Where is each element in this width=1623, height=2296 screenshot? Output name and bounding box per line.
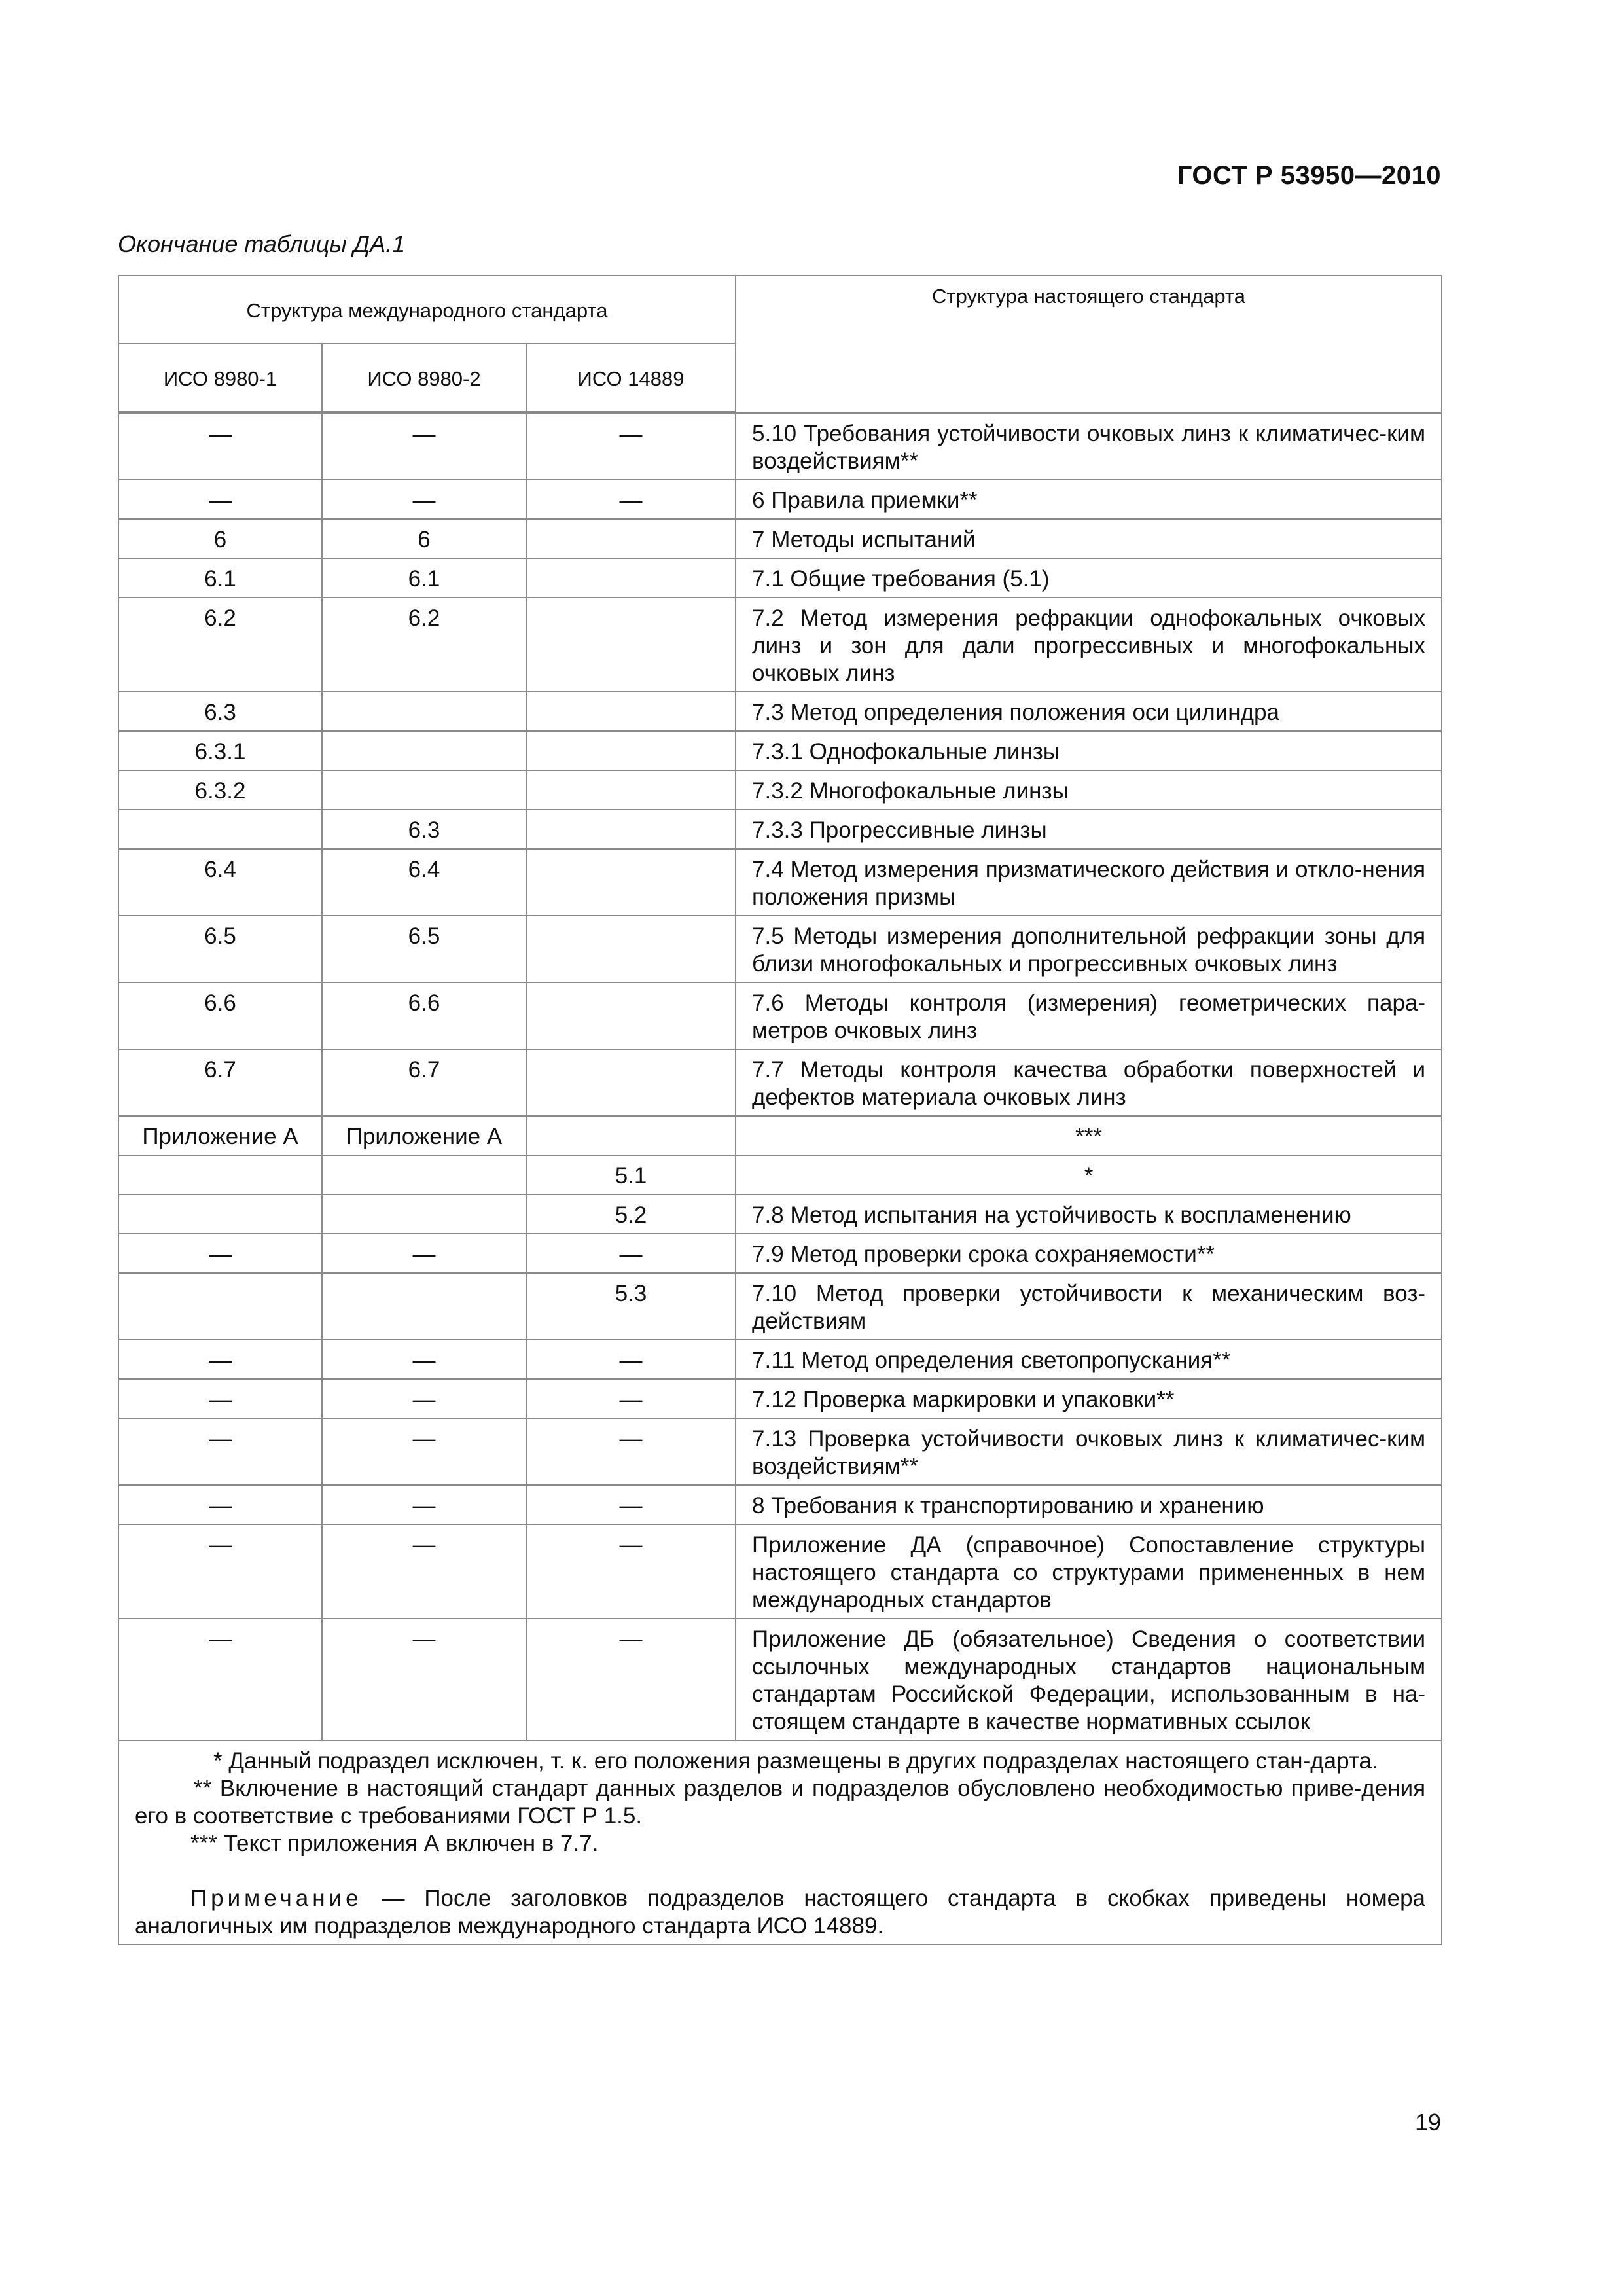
- national-section-cell: 7.3.3 Прогрессивные линзы: [736, 810, 1442, 849]
- iso-reference-cell: —: [526, 1340, 736, 1379]
- column-header-iso-8980-1: ИСО 8980-1: [118, 344, 322, 413]
- iso-reference-cell: 5.2: [526, 1194, 736, 1234]
- national-section-cell: 7.3.1 Однофокальные линзы: [736, 731, 1442, 770]
- comparison-table: [118, 275, 1442, 1945]
- national-section-cell: 7.3 Метод определения положения оси цилиндра: [736, 692, 1442, 731]
- iso-reference-cell: —: [322, 1485, 526, 1524]
- iso-reference-cell: —: [322, 1524, 526, 1619]
- iso-reference-cell: [322, 1194, 526, 1234]
- iso-reference-cell: —: [526, 1485, 736, 1524]
- national-section-cell: 7.10 Метод проверки устойчивости к механическим воз-действиям: [736, 1273, 1442, 1340]
- footnote-triple-star: *** Текст приложения А включен в 7.7.: [190, 1830, 599, 1856]
- iso-reference-cell: 6: [322, 519, 526, 558]
- iso-reference-cell: [526, 1049, 736, 1116]
- iso-reference-cell: 6: [118, 519, 322, 558]
- page-number: 19: [1414, 2109, 1441, 2136]
- table-row: [118, 1340, 1442, 1379]
- iso-reference-cell: 6.7: [322, 1049, 526, 1116]
- column-header-iso-14889: ИСО 14889: [526, 344, 736, 413]
- table-row: [118, 519, 1442, 558]
- table-row: [118, 1116, 1442, 1155]
- iso-reference-cell: [322, 770, 526, 810]
- national-structure-header: Структура настоящего стандарта: [736, 276, 1442, 413]
- iso-reference-cell: —: [322, 1379, 526, 1418]
- table-row: [118, 916, 1442, 982]
- iso-reference-cell: —: [118, 1485, 322, 1524]
- table-row: [118, 731, 1442, 770]
- national-section-cell: 7.12 Проверка маркировки и упаковки**: [736, 1379, 1442, 1418]
- table-row: [118, 692, 1442, 731]
- iso-reference-cell: [526, 770, 736, 810]
- footnote-double-star: ** Включение в настоящий стандарт данных разделов и подразделов обусловлено необходимостью приве-дения его в соответствие с требованиями ГОСТ Р 1.5.: [135, 1775, 1426, 1829]
- iso-reference-cell: [526, 849, 736, 916]
- iso-reference-cell: —: [526, 1234, 736, 1273]
- iso-reference-cell: 6.4: [322, 849, 526, 916]
- footnotes-block: [118, 1740, 1442, 1945]
- iso-reference-cell: —: [322, 413, 526, 480]
- iso-reference-cell: [526, 1116, 736, 1155]
- table-row: [118, 558, 1442, 598]
- table-row: [118, 810, 1442, 849]
- table-row: [118, 598, 1442, 692]
- iso-reference-cell: [526, 519, 736, 558]
- iso-reference-cell: [526, 982, 736, 1049]
- iso-reference-cell: [118, 1194, 322, 1234]
- iso-reference-cell: —: [526, 413, 736, 480]
- international-structure-header: Структура международного стандарта: [118, 276, 736, 344]
- table-row: [118, 1524, 1442, 1619]
- iso-reference-cell: —: [118, 1619, 322, 1740]
- national-section-cell: Приложение ДБ (обязательное) Сведения о соответствии ссылочных международных стандартов национальным стандартам Российской Федерации, использованным в на-стоящем стандарте в качестве нормативных ссылок: [736, 1619, 1442, 1740]
- table-row: [118, 413, 1442, 480]
- national-section-cell: 7.8 Метод испытания на устойчивость к воспламенению: [736, 1194, 1442, 1234]
- iso-reference-cell: 6.6: [322, 982, 526, 1049]
- iso-reference-cell: —: [322, 1234, 526, 1273]
- document-code: ГОСТ Р 53950—2010: [1177, 161, 1441, 190]
- iso-reference-cell: —: [118, 1234, 322, 1273]
- iso-reference-cell: 6.3.2: [118, 770, 322, 810]
- national-section-cell: ***: [736, 1116, 1442, 1155]
- iso-reference-cell: —: [526, 1379, 736, 1418]
- iso-reference-cell: —: [322, 1418, 526, 1485]
- iso-reference-cell: —: [526, 1418, 736, 1485]
- iso-reference-cell: 5.3: [526, 1273, 736, 1340]
- iso-reference-cell: —: [118, 1418, 322, 1485]
- table-row: [118, 480, 1442, 519]
- iso-reference-cell: —: [118, 1524, 322, 1619]
- table-row: [118, 1619, 1442, 1740]
- table-row: [118, 1049, 1442, 1116]
- table-row: [118, 1379, 1442, 1418]
- iso-reference-cell: 6.6: [118, 982, 322, 1049]
- iso-reference-cell: —: [118, 1379, 322, 1418]
- iso-reference-cell: 6.5: [322, 916, 526, 982]
- table-row: [118, 982, 1442, 1049]
- note-text: — После заголовков подразделов настоящего стандарта в скобках приведены номера аналогичных им подразделов международного стандарта ИСО 14889.: [135, 1885, 1426, 1939]
- iso-reference-cell: [526, 598, 736, 692]
- table-row: [118, 1418, 1442, 1485]
- column-header-iso-8980-2: ИСО 8980-2: [322, 344, 526, 413]
- iso-reference-cell: —: [322, 1340, 526, 1379]
- table-row: [118, 770, 1442, 810]
- iso-reference-cell: [526, 916, 736, 982]
- iso-reference-cell: —: [526, 480, 736, 519]
- iso-reference-cell: Приложение А: [118, 1116, 322, 1155]
- iso-reference-cell: 6.7: [118, 1049, 322, 1116]
- table-caption: Окончание таблицы ДА.1: [118, 230, 406, 257]
- national-section-cell: 7.1 Общие требования (5.1): [736, 558, 1442, 598]
- national-section-cell: 5.10 Требования устойчивости очковых линз к климатичес-ким воздействиям**: [736, 413, 1442, 480]
- iso-reference-cell: [118, 1273, 322, 1340]
- note-label: Примечание: [190, 1885, 363, 1911]
- iso-reference-cell: —: [526, 1619, 736, 1740]
- national-section-cell: 8 Требования к транспортированию и хранению: [736, 1485, 1442, 1524]
- iso-reference-cell: —: [118, 413, 322, 480]
- iso-reference-cell: —: [118, 480, 322, 519]
- iso-reference-cell: 6.4: [118, 849, 322, 916]
- national-section-cell: 7 Методы испытаний: [736, 519, 1442, 558]
- iso-reference-cell: [322, 692, 526, 731]
- note-paragraph: [135, 1885, 1425, 1940]
- iso-reference-cell: [526, 731, 736, 770]
- iso-reference-cell: 6.1: [322, 558, 526, 598]
- iso-reference-cell: 5.1: [526, 1155, 736, 1194]
- national-section-cell: *: [736, 1155, 1442, 1194]
- table-row: [118, 1485, 1442, 1524]
- iso-reference-cell: [322, 1155, 526, 1194]
- iso-reference-cell: 6.3: [118, 692, 322, 731]
- iso-reference-cell: 6.5: [118, 916, 322, 982]
- iso-reference-cell: 6.3.1: [118, 731, 322, 770]
- national-section-cell: 7.9 Метод проверки срока сохраняемости**: [736, 1234, 1442, 1273]
- iso-reference-cell: [526, 558, 736, 598]
- national-section-cell: Приложение ДА (справочное) Сопоставление структуры настоящего стандарта со структурами примененных в нем международных стандартов: [736, 1524, 1442, 1619]
- iso-reference-cell: [322, 731, 526, 770]
- iso-reference-cell: 6.2: [118, 598, 322, 692]
- national-section-cell: 7.5 Методы измерения дополнительной рефракции зоны для близи многофокальных и прогрессивных очковых линз: [736, 916, 1442, 982]
- iso-reference-cell: [526, 692, 736, 731]
- national-section-cell: 7.7 Методы контроля качества обработки поверхностей и дефектов материала очковых линз: [736, 1049, 1442, 1116]
- national-section-cell: 6 Правила приемки**: [736, 480, 1442, 519]
- iso-reference-cell: —: [118, 1340, 322, 1379]
- table-row: [118, 849, 1442, 916]
- iso-reference-cell: [118, 810, 322, 849]
- national-section-cell: 7.2 Метод измерения рефракции однофокальных очковых линз и зон для дали прогрессивных и многофокальных очковых линз: [736, 598, 1442, 692]
- footnote-single-star: * Данный подраздел исключен, т. к. его положения размещены в других подразделах настоящего стан-дарта.: [213, 1748, 1378, 1774]
- national-section-cell: 7.4 Метод измерения призматического действия и откло-нения положения призмы: [736, 849, 1442, 916]
- iso-reference-cell: —: [322, 1619, 526, 1740]
- national-section-cell: 7.3.2 Многофокальные линзы: [736, 770, 1442, 810]
- national-section-cell: 7.13 Проверка устойчивости очковых линз к климатичес-ким воздействиям**: [736, 1418, 1442, 1485]
- table-row: [118, 1194, 1442, 1234]
- iso-reference-cell: 6.2: [322, 598, 526, 692]
- table-row: [118, 1234, 1442, 1273]
- national-section-cell: 7.11 Метод определения светопропускания**: [736, 1340, 1442, 1379]
- national-section-cell: 7.6 Методы контроля (измерения) геометрических пара-метров очковых линз: [736, 982, 1442, 1049]
- iso-reference-cell: [322, 1273, 526, 1340]
- table-row: [118, 1155, 1442, 1194]
- iso-reference-cell: 6.3: [322, 810, 526, 849]
- iso-reference-cell: —: [526, 1524, 736, 1619]
- iso-reference-cell: Приложение А: [322, 1116, 526, 1155]
- iso-reference-cell: 6.1: [118, 558, 322, 598]
- table-row: [118, 1273, 1442, 1340]
- iso-reference-cell: [526, 810, 736, 849]
- iso-reference-cell: [118, 1155, 322, 1194]
- iso-reference-cell: —: [322, 480, 526, 519]
